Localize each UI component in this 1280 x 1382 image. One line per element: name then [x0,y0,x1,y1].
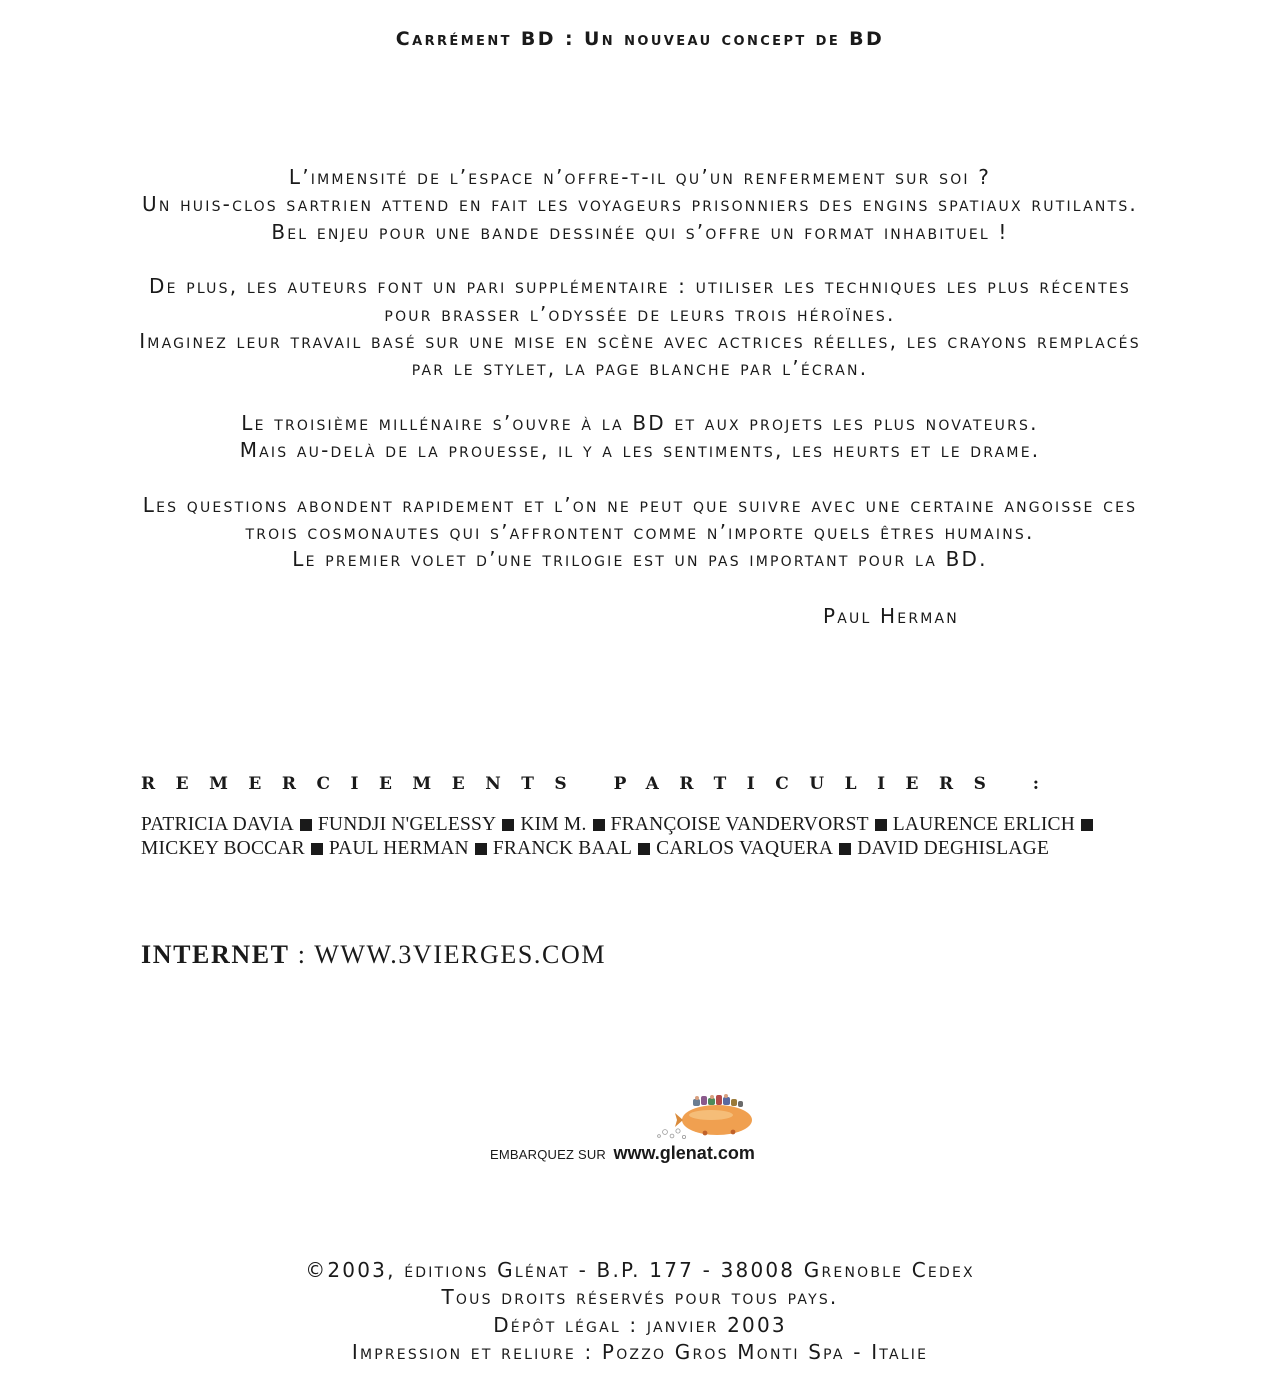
square-bullet-icon [1081,819,1093,831]
square-bullet-icon [593,819,605,831]
acknowledgements [141,774,1141,861]
text-line: Mais au-delà de la prouesse, il y a les sentiments, les heurts et le drame. [239,438,1041,463]
page-header: Carrément BD : Un nouveau concept de BD [395,28,885,50]
square-bullet-icon [300,819,312,831]
website-link[interactable]: WWW.3VIERGES.COM [314,940,607,969]
text-line: Bel enjeu pour une bande dessinée qui s’offre un format inhabituel ! [271,219,1009,244]
thanked-name: KIM M. [520,814,587,835]
names-row [141,837,1141,861]
author-signature: Paul Herman [823,604,959,628]
text-line: Un huis-clos sartrien attend en fait les voyageurs prisonniers des engins spatiaux rutilants. [142,192,1138,217]
thanked-name: MICKEY BOCCAR [141,838,305,859]
text-line: Le troisième millénaire s’ouvre à la BD et aux projets les plus novateurs. [241,410,1039,435]
acknowledgements-title: REMERCIEMENTS PARTICULIERS : [141,774,1060,794]
thanked-name: CARLOS VAQUERA [656,838,834,859]
names-row [141,813,1141,837]
publisher-link[interactable]: www.glenat.com [613,1143,755,1163]
zeppelin-icon [653,1088,763,1146]
website-label: INTERNET [141,940,290,969]
copyright-line: Dépôt légal : janvier 2003 [493,1312,787,1337]
square-bullet-icon [502,819,514,831]
text-line: Le premier volet d’une trilogie est un pas important pour la BD. [292,547,988,572]
square-bullet-icon [875,819,887,831]
promo-line [490,1143,755,1164]
square-bullet-icon [839,843,851,855]
website-separator: : [297,940,307,969]
text-line: L’immensité de l’espace n’offre-t-il qu’un renfermement sur soi ? [288,165,992,189]
thanked-name: DAVID DEGHISLAGE [857,838,1050,859]
thanked-name: FUNDJI N'GELESSY [317,814,497,835]
text-line: trois cosmonautes qui s’affrontent comme n’importe quels êtres humains. [245,520,1035,545]
publisher-promo [488,1088,808,1168]
intro-paragraph-1 [0,164,1280,246]
thanked-name: PATRICIA DAVIA [141,814,294,835]
text-line: De plus, les auteurs font un pari supplémentaire : utiliser les techniques les plus récentes [149,274,1131,299]
thanked-name: PAUL HERMAN [328,838,469,859]
copyright-line: Tous droits réservés pour tous pays. [441,1285,839,1310]
intro-paragraph-4 [0,492,1280,574]
text-line: par le stylet, la page blanche par l’écran. [411,356,869,381]
website-line [141,940,606,970]
text-line: Imaginez leur travail basé sur une mise en scène avec actrices réelles, les crayons remplacés [139,329,1141,354]
thanked-name: LAURENCE ERLICH [892,814,1076,835]
square-bullet-icon [638,843,650,855]
copyright-block [0,1257,1280,1367]
acknowledgements-names [141,813,1141,861]
intro-paragraph-2 [0,273,1280,383]
text-line: pour brasser l’odyssée de leurs trois héroïnes. [384,301,896,326]
square-bullet-icon [475,843,487,855]
square-bullet-icon [311,843,323,855]
copyright-line: ©2003, éditions Glénat - B.P. 177 - 38008 Grenoble Cedex [305,1258,975,1282]
promo-text: EMBARQUEZ SUR [490,1147,607,1162]
thanked-name: FRANCK BAAL [492,838,633,859]
text-line: Les questions abondent rapidement et l’on ne peut que suivre avec une certaine angoisse ces [142,492,1138,517]
intro-text [0,164,1280,601]
intro-paragraph-3 [0,410,1280,465]
thanked-name: FRANÇOISE VANDERVORST [610,814,869,835]
copyright-line: Impression et reliure : Pozzo Gros Monti Spa - Italie [351,1340,929,1365]
